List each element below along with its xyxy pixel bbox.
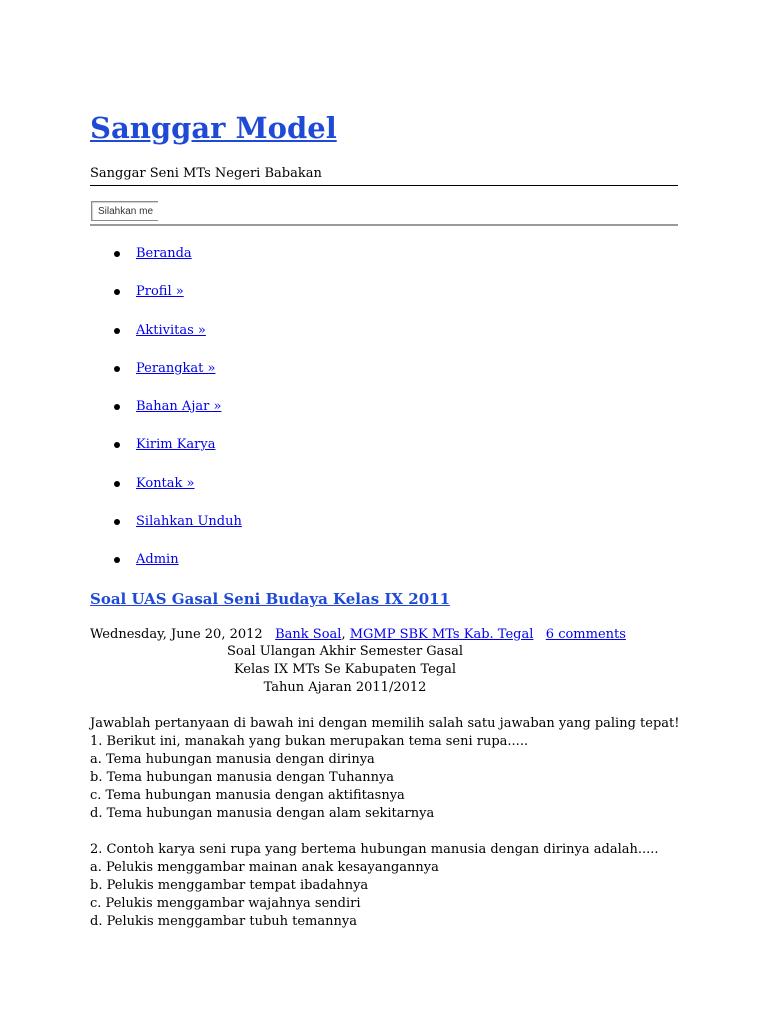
nav-link-aktivitas[interactable]: Aktivitas » [136, 322, 206, 338]
post-body [90, 715, 678, 931]
nav-item-bahan-ajar [90, 397, 242, 435]
bullet-icon [114, 481, 120, 487]
option: b. Tema hubungan manusia dengan Tuhannya [90, 770, 395, 785]
nav-item-kontak [90, 474, 242, 512]
bullet-icon [114, 251, 120, 257]
search-input[interactable] [91, 201, 158, 221]
instruction: Jawablah pertanyaan di bawah ini dengan memilih salah satu jawaban yang paling tepat! [90, 716, 680, 731]
spacer [90, 823, 678, 841]
question-1: 1. Berikut ini, manakah yang bukan merupakan tema seni rupa..... [90, 734, 529, 749]
nav-item-kirim-karya [90, 435, 242, 473]
bullet-icon [114, 328, 120, 334]
option: d. Pelukis menggambar tubuh temannya [90, 914, 357, 929]
bullet-icon [114, 519, 120, 525]
category-link-mgmp[interactable]: MGMP SBK MTs Kab. Tegal [349, 627, 534, 642]
nav-link-kirim-karya[interactable]: Kirim Karya [136, 437, 216, 453]
site-title-link[interactable]: Sanggar Model [90, 111, 337, 145]
post-meta [90, 625, 678, 645]
option: c. Pelukis menggambar wajahnya sendiri [90, 896, 361, 911]
site-description: Sanggar Seni MTs Negeri Babakan [90, 164, 678, 186]
exam-heading-line: Soal Ulangan Akhir Semester Gasal [227, 644, 463, 659]
post-title-link[interactable]: Soal UAS Gasal Seni Budaya Kelas IX 2011 [90, 590, 451, 608]
nav-link-admin[interactable]: Admin [136, 552, 179, 568]
nav-menu [90, 244, 242, 589]
exam-heading [90, 643, 600, 697]
option: a. Pelukis menggambar mainan anak kesayangannya [90, 860, 439, 875]
exam-heading-line: Kelas IX MTs Se Kabupaten Tegal [233, 662, 457, 677]
nav-link-beranda[interactable]: Beranda [136, 246, 192, 261]
option: a. Tema hubungan manusia dengan dirinya [90, 752, 375, 767]
search-bar [90, 198, 678, 226]
site-title [90, 108, 337, 148]
nav-item-silahkan-unduh [90, 512, 242, 550]
nav-link-kontak[interactable]: Kontak » [136, 475, 195, 491]
question-2: 2. Contoh karya seni rupa yang bertema hubungan manusia dengan dirinya adalah..... [90, 842, 659, 857]
nav-item-aktivitas [90, 321, 242, 359]
nav-item-profil [90, 282, 242, 320]
exam-heading-line: Tahun Ajaran 2011/2012 [263, 680, 427, 695]
bullet-icon [114, 289, 120, 295]
nav-link-bahan-ajar[interactable]: Bahan Ajar » [136, 399, 222, 415]
option: d. Tema hubungan manusia dengan alam sekitarnya [90, 806, 435, 821]
option: b. Pelukis menggambar tempat ibadahnya [90, 878, 369, 893]
bullet-icon [114, 366, 120, 372]
bullet-icon [114, 442, 120, 448]
nav-link-silahkan-unduh[interactable]: Silahkan Unduh [136, 514, 242, 530]
category-separator: , [341, 627, 350, 642]
nav-item-admin [90, 550, 242, 588]
nav-item-perangkat [90, 359, 242, 397]
post-date: Wednesday, June 20, 2012 [90, 627, 263, 642]
bullet-icon [114, 557, 120, 563]
option: c. Tema hubungan manusia dengan aktifitasnya [90, 788, 405, 803]
bullet-icon [114, 404, 120, 410]
category-link-bank-soal[interactable]: Bank Soal [275, 627, 342, 642]
nav-link-profil[interactable]: Profil » [136, 284, 184, 300]
nav-link-perangkat[interactable]: Perangkat » [136, 360, 216, 376]
post-title [90, 588, 450, 610]
nav-item-beranda [90, 244, 242, 282]
comments-link[interactable]: 6 comments [545, 627, 626, 642]
